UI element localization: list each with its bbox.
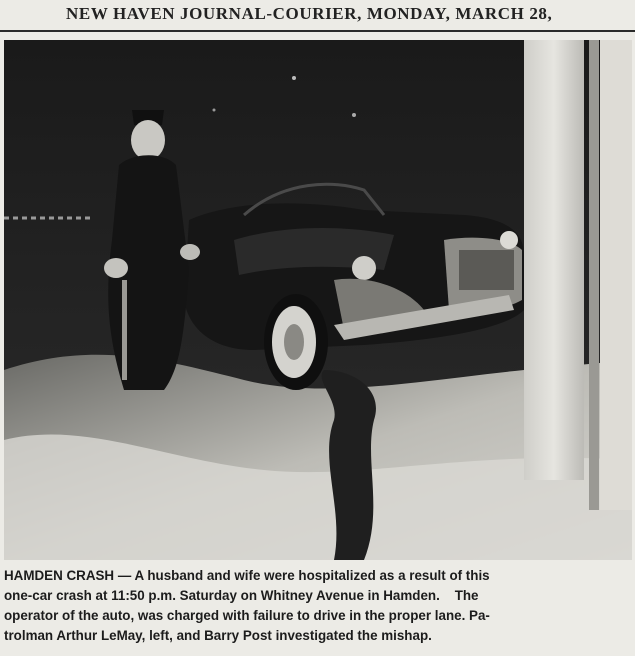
newspaper-masthead (0, 0, 635, 28)
caption-line-1-text: A husband and wife were hospitalized as a result of this (134, 568, 490, 583)
caption-line-3: operator of the auto, was charged with failure to drive in the proper lane. Pa- (4, 608, 490, 623)
news-photo (4, 40, 632, 560)
masthead-rule (0, 30, 635, 32)
crash-photo-illustration (4, 40, 632, 560)
photo-caption (4, 566, 630, 646)
masthead-text: NEW HAVEN JOURNAL-COURIER, MONDAY, MARCH 28, (66, 4, 553, 23)
caption-headline: HAMDEN CRASH — (4, 568, 132, 583)
utility-pole (524, 40, 584, 480)
caption-line-4: trolman Arthur LeMay, left, and Barry Post investigated the mishap. (4, 628, 432, 643)
caption-line-1 (4, 566, 630, 586)
caption-line-2: one-car crash at 11:50 p.m. Saturday on Whitney Avenue in Hamden. The (4, 588, 479, 603)
